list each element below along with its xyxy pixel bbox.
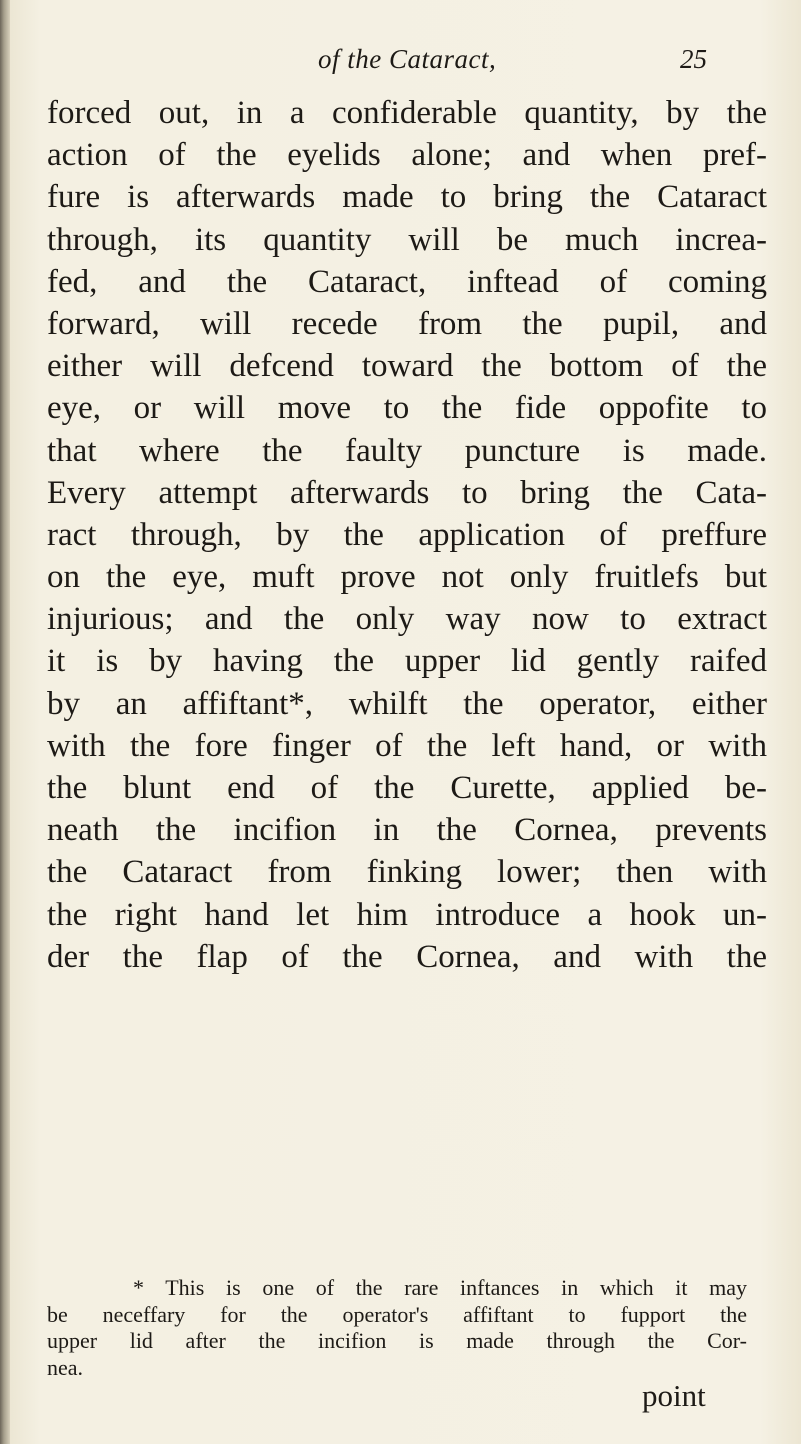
text-line: with the fore finger of the left hand, or with <box>47 727 767 764</box>
body-text <box>47 92 767 978</box>
text-line: that where the faulty puncture is made. <box>47 432 767 469</box>
footnote-line: be neceffary for the operator's affiftant to fupport the <box>47 1301 747 1327</box>
text-line: neath the incifion in the Cornea, prevents <box>47 812 767 849</box>
text-line: fure is afterwards made to bring the Cataract <box>47 179 767 216</box>
text-line: forward, will recede from the pupil, and <box>47 305 767 342</box>
text-line: by an affiftant*, whilft the operator, either <box>47 685 767 722</box>
text-line: the blunt end of the Curette, applied be- <box>47 770 767 806</box>
text-line: action of the eyelids alone; and when pref- <box>47 137 767 174</box>
footnote-line: upper lid after the incifion is made through the Cor- <box>47 1328 747 1353</box>
text-line: fed, and the Cataract, inftead of coming <box>47 263 767 300</box>
running-head <box>0 44 801 88</box>
binding-edge <box>0 0 10 1444</box>
text-line: the right hand let him introduce a hook un- <box>47 896 767 933</box>
text-line: eye, or will move to the fide oppofite to <box>47 390 767 427</box>
text-line: the Cataract from finking lower; then with <box>47 854 767 891</box>
footnote-line: * This is one of the rare inftances in which it may <box>133 1275 747 1300</box>
text-line: ract through, by the application of preffure <box>47 516 767 553</box>
catchword: point <box>642 1378 706 1413</box>
running-title: of the Cataract, <box>318 44 497 74</box>
text-line: der the flap of the Cornea, and with the <box>47 938 767 975</box>
text-line: through, its quantity will be much increa- <box>47 221 767 258</box>
text-line: forced out, in a confiderable quantity, by the <box>47 95 767 131</box>
text-line: it is by having the upper lid gently raifed <box>47 643 767 680</box>
text-line: on the eye, muft prove not only fruitlefs but <box>47 559 767 596</box>
footnote <box>47 1275 747 1381</box>
text-line: either will defcend toward the bottom of the <box>47 348 767 385</box>
text-line: Every attempt afterwards to bring the Cata- <box>47 474 767 511</box>
page-number: 25 <box>680 44 707 74</box>
footnote-line: nea. <box>47 1354 84 1380</box>
text-line: injurious; and the only way now to extract <box>47 601 767 638</box>
